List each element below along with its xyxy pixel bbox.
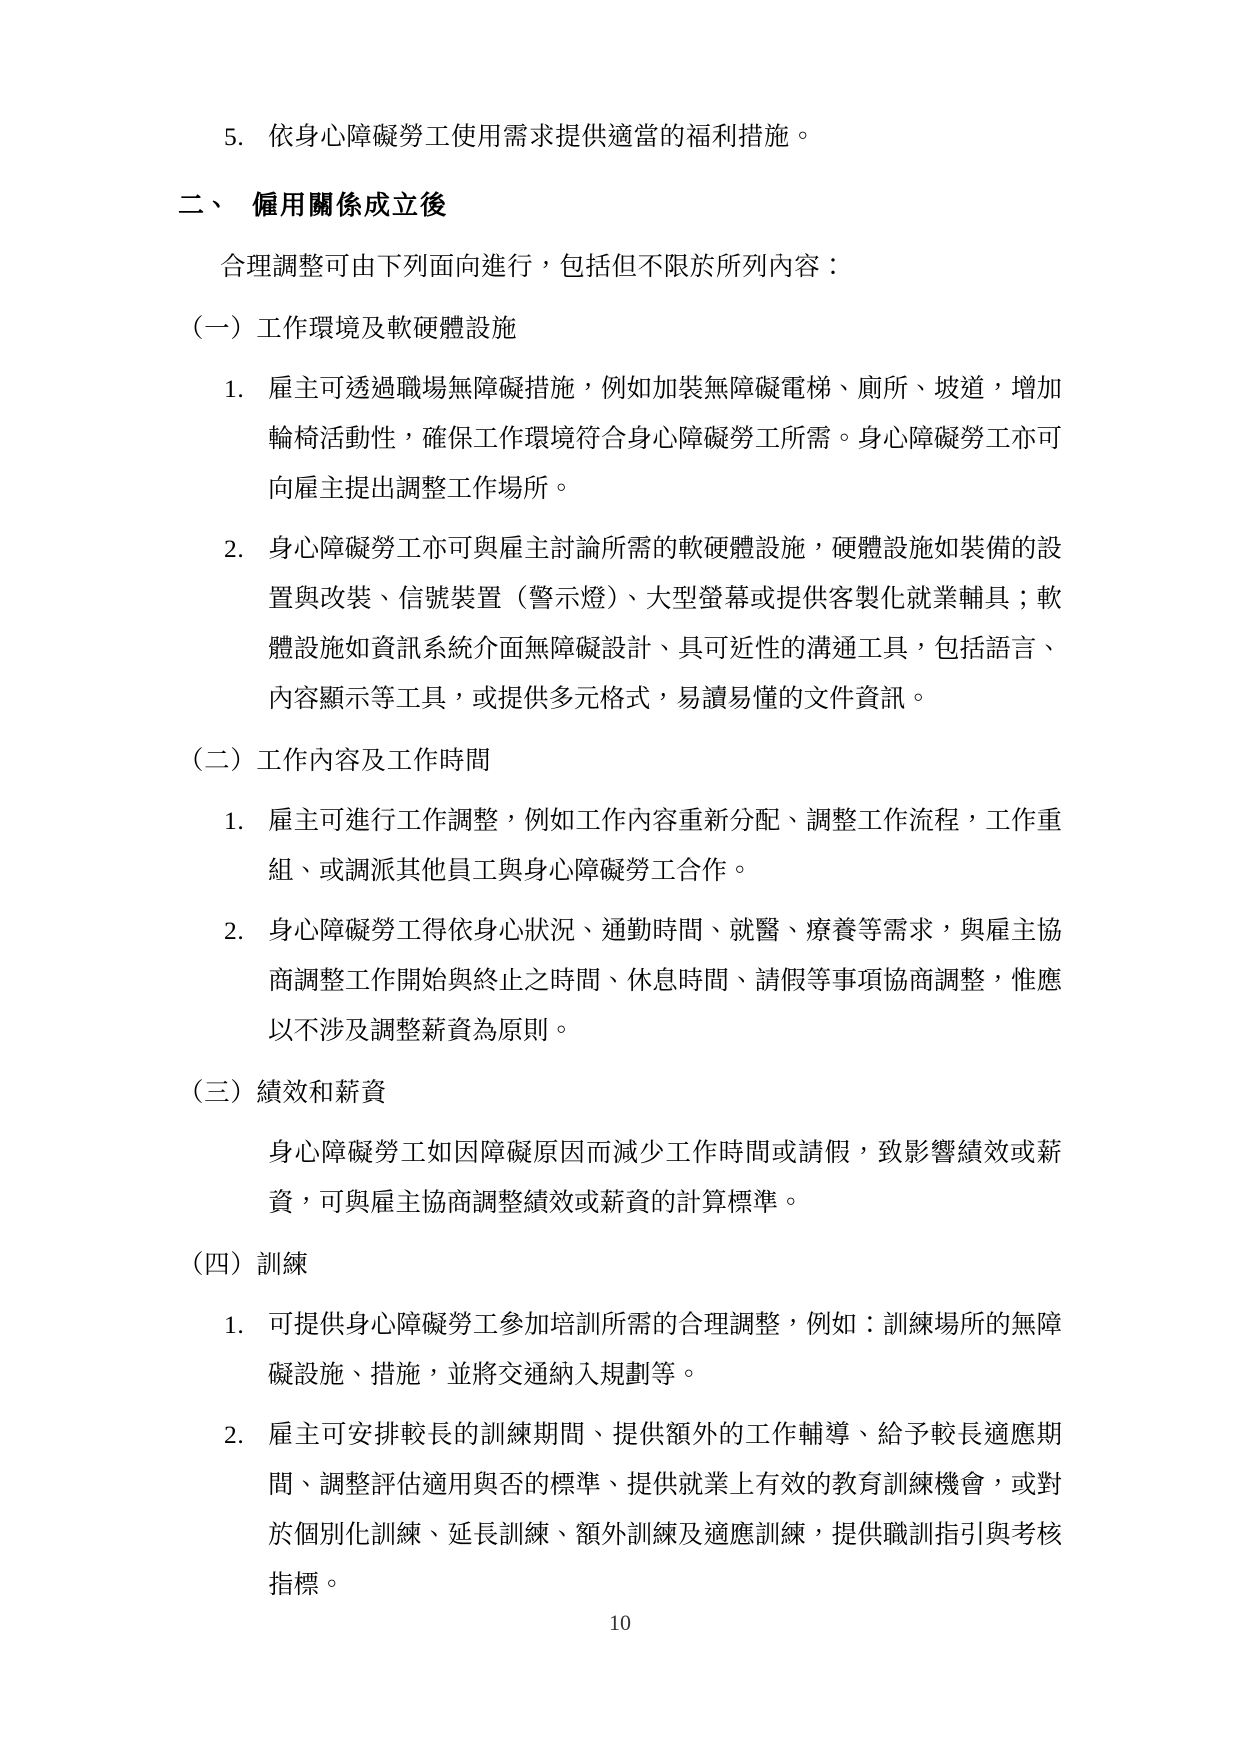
list-item-text: 雇主可進行工作調整，例如工作內容重新分配、調整工作流程，工作重組、或調派其他員工與身心障礙勞工合作。	[268, 806, 1062, 886]
list-item	[178, 1300, 1062, 1400]
subsection-1-list	[178, 364, 1062, 724]
section-number: 二、	[178, 191, 231, 221]
subsection-heading-2: （二）工作內容及工作時間	[178, 746, 492, 776]
list-item-marker: 2.	[224, 916, 245, 945]
subsection-heading-1: （一）工作環境及軟硬體設施	[178, 314, 518, 344]
list-item-text: 依身心障礙勞工使用需求提供適當的福利措施。	[268, 122, 817, 152]
list-item	[178, 112, 1062, 162]
list-item	[178, 364, 1062, 514]
page-number: 10	[609, 1610, 631, 1635]
subsection-2-list	[178, 796, 1062, 1056]
list-item-marker: 2.	[224, 534, 245, 563]
subsection-heading-4: （四）訓練	[178, 1250, 309, 1280]
list-item-marker: 1.	[224, 806, 245, 835]
list-item-text: 身心障礙勞工亦可與雇主討論所需的軟硬體設施，硬體設施如裝備的設置與改裝、信號裝置（警示燈）、大型螢幕或提供客製化就業輔具；軟體設施如資訊系統介面無障礙設計、具可近性的溝通工具，包括語言、內容顯示等工具，或提供多元格式，易讀易懂的文件資訊。	[268, 534, 1062, 714]
subsection-3-paragraph: 身心障礙勞工如因障礙原因而減少工作時間或請假，致影響績效或薪資，可與雇主協商調整績效或薪資的計算標準。	[268, 1138, 1062, 1218]
section-lead-paragraph: 合理調整可由下列面向進行，包括但不限於所列內容：	[220, 252, 847, 282]
list-item-marker: 5.	[224, 122, 245, 151]
subsection-4-list	[178, 1300, 1062, 1610]
section-heading	[178, 180, 1062, 232]
list-item-text: 可提供身心障礙勞工參加培訓所需的合理調整，例如：訓練場所的無障礙設施、措施，並將交通納入規劃等。	[268, 1310, 1062, 1390]
list-item-marker: 1.	[224, 1310, 245, 1339]
list-item-marker: 2.	[224, 1420, 245, 1449]
list-item	[178, 1410, 1062, 1610]
section-title: 僱用關係成立後	[252, 191, 449, 221]
list-item-text: 雇主可安排較長的訓練期間、提供額外的工作輔導、給予較長適應期間、調整評估適用與否的標準、提供就業上有效的教育訓練機會，或對於個別化訓練、延長訓練、額外訓練及適應訓練，提供職訓指引與考核指標。	[268, 1420, 1062, 1600]
list-item	[178, 796, 1062, 896]
list-item-text: 雇主可透過職場無障礙措施，例如加裝無障礙電梯、廁所、坡道，增加輪椅活動性，確保工作環境符合身心障礙勞工所需。身心障礙勞工亦可向雇主提出調整工作場所。	[268, 374, 1062, 504]
list-item	[178, 524, 1062, 724]
subsection-heading-3: （三）績效和薪資	[178, 1078, 387, 1108]
list-item	[178, 906, 1062, 1056]
list-item-marker: 1.	[224, 374, 245, 403]
page-content	[178, 112, 1062, 1610]
list-item-text: 身心障礙勞工得依身心狀況、通勤時間、就醫、療養等需求，與雇主協商調整工作開始與終止之時間、休息時間、請假等事項協商調整，惟應以不涉及調整薪資為原則。	[268, 916, 1062, 1046]
